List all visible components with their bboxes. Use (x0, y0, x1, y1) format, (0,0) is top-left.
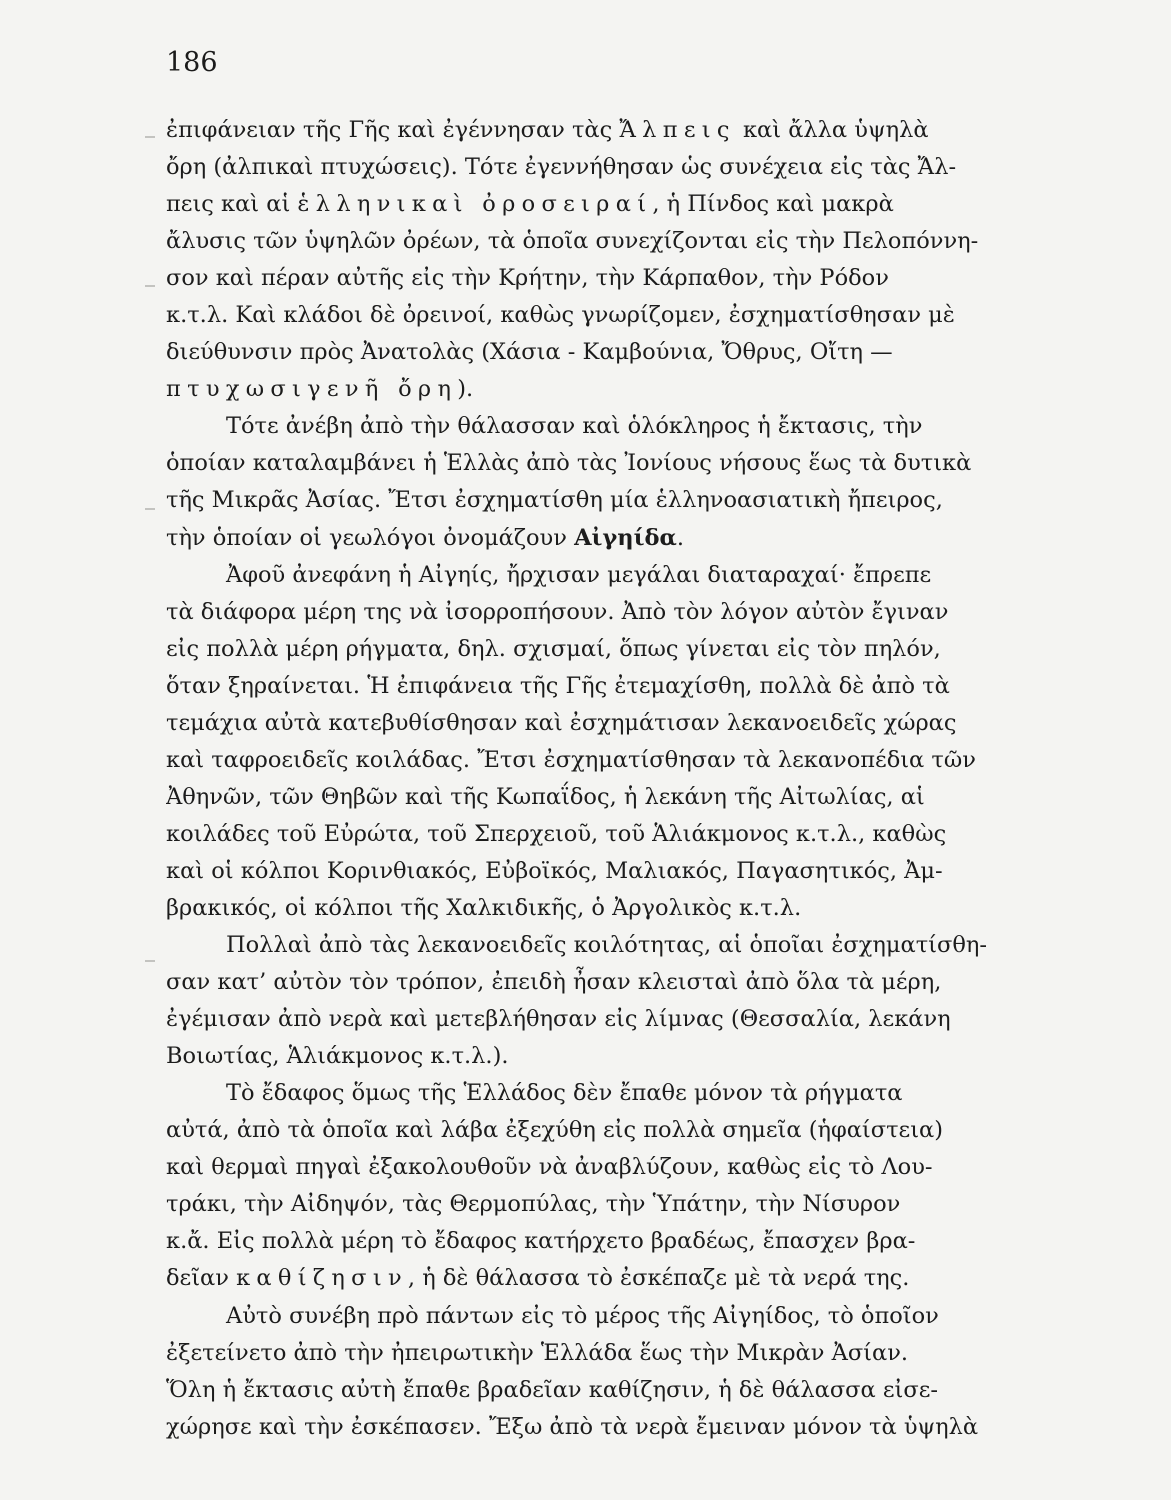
text-line: Ἀθηνῶν, τῶν Θηβῶν καὶ τῆς Κωπαΐδος, ἡ λεκάνη τῆς Αἰτωλίας, αἱ (166, 783, 925, 810)
text-line: δεῖαν καθίζησιν, ἡ δὲ θάλασσα τὸ ἐσκέπαζε μὲ τὰ νερά της. (166, 1265, 910, 1292)
emphasis-kathizisin: καθίζησιν (236, 1265, 408, 1292)
text-line: καὶ ταφροειδεῖς κοιλάδας. Ἔτσι ἐσχηματίσθησαν τὰ λεκανοπέδια τῶν (166, 746, 976, 773)
text-line: Αὐτὸ συνέβη πρὸ πάντων εἰς τὸ μέρος τῆς Αἰγηίδος, τὸ ὁποῖον (226, 1302, 939, 1329)
margin-mark (145, 285, 155, 287)
text-line: εἰς πολλὰ μέρη ρήγματα, δηλ. σχισμαί, ὅπως γίνεται εἰς τὸν πηλόν, (166, 635, 941, 662)
text-line: ἐξετείνετο ἀπὸ τὴν ἠπειρωτικὴν Ἑλλάδα ἕως τὴν Μικρὰν Ἀσίαν. (166, 1339, 909, 1366)
text-line: σαν κατ’ αὐτὸν τὸν τρόπον, ἐπειδὴ ἦσαν κλεισταὶ ἀπὸ ὅλα τὰ μέρη, (166, 969, 942, 996)
margin-mark (145, 136, 155, 138)
text-line: βρακικός, οἱ κόλποι τῆς Χαλκιδικῆς, ὁ Ἀργολικὸς κ.τ.λ. (166, 894, 802, 921)
text-line: αὐτά, ἀπὸ τὰ ὁποῖα καὶ λάβα ἐξεχύθη εἰς πολλὰ σημεῖα (ἡφαίστεια) (166, 1117, 943, 1144)
emphasis-aigiida: Αἰγηίδα (574, 524, 677, 551)
text-line: ἐπιφάνειαν τῆς Γῆς καὶ ἐγέννησαν τὰς Ἄλπεις καὶ ἄλλα ὑψηλὰ (166, 117, 929, 143)
text-line: τὴν ὁποίαν οἱ γεωλόγοι ὀνομάζουν Αἰγηίδα. (166, 524, 685, 551)
text-line: τὰ διάφορα μέρη της νὰ ἰσορροπήσουν. Ἀπὸ τὸν λόγον αὐτὸν ἔγιναν (166, 598, 949, 625)
text-line: κ.τ.λ. Καὶ κλάδοι δὲ ὀρεινοί, καθὼς γνωρίζομεν, ἐσχηματίσθησαν μὲ (166, 302, 955, 329)
text-line: κοιλάδες τοῦ Εὐρώτα, τοῦ Σπερχειοῦ, τοῦ Ἁλιάκμονος κ.τ.λ., καθὼς (166, 820, 947, 847)
emphasis-ellinikai-oroseirai: ἑλληνικαὶ ὀροσειραί (297, 191, 653, 218)
text-line: τῆς Μικρᾶς Ἀσίας. Ἔτσι ἐσχηματίσθη μία ἑλληνοασιατικὴ ἤπειρος, (166, 487, 943, 514)
text-line: ὅταν ξηραίνεται. Ἡ ἐπιφάνεια τῆς Γῆς ἐτεμαχίσθη, πολλὰ δὲ ἀπὸ τὰ (166, 672, 950, 699)
margin-mark (145, 508, 155, 510)
text-line: ἄλυσις τῶν ὑψηλῶν ὀρέων, τὰ ὁποῖα συνεχίζονται εἰς τὴν Πελοπόννη- (166, 228, 979, 255)
page-number: 186 (166, 47, 218, 78)
text-line: πτυχωσιγενῆ ὄρη). (166, 376, 474, 403)
text-line: διεύθυνσιν πρὸς Ἀνατολὰς (Χάσια - Καμβούνια, Ὄθρυς, Οἴτη — (166, 339, 893, 366)
text-line: καὶ οἱ κόλποι Κορινθιακός, Εὐβοϊκός, Μαλιακός, Παγασητικός, Ἀμ- (166, 857, 943, 884)
text-line: τράκι, τὴν Αἰδηψόν, τὰς Θερμοπύλας, τὴν Ὑπάτην, τὴν Νίσυρον (166, 1191, 901, 1218)
text-line: Πολλαὶ ἀπὸ τὰς λεκανοειδεῖς κοιλότητας, αἱ ὁποῖαι ἐσχηματίσθη- (226, 932, 987, 959)
text-line: σον καὶ πέραν αὐτῆς εἰς τὴν Κρήτην, τὴν Κάρπαθον, τὴν Ρόδον (166, 265, 889, 292)
text-line: καὶ θερμαὶ πηγαὶ ἐξακολουθοῦν νὰ ἀναβλύζουν, καθὼς εἰς τὸ Λου- (166, 1154, 933, 1181)
body-text (166, 112, 1011, 1446)
text-line: Βοιωτίας, Ἁλιάκμονος κ.τ.λ.). (166, 1043, 509, 1070)
text-line: ὄρη (ἀλπικαὶ πτυχώσεις). Τότε ἐγεννήθησαν ὡς συνέχεια εἰς τὰς Ἄλ- (166, 154, 957, 181)
text-line: ἐγέμισαν ἀπὸ νερὰ καὶ μετεβλήθησαν εἰς λίμνας (Θεσσαλία, λεκάνη (166, 1006, 951, 1033)
text-line: Τότε ἀνέβη ἀπὸ τὴν θάλασσαν καὶ ὁλόκληρος ἡ ἔκτασις, τὴν (226, 413, 923, 440)
text-line: Ἀφοῦ ἀνεφάνη ἡ Αἰγηίς, ἤρχισαν μεγάλαι διαταραχαί· ἔπρεπε (226, 561, 932, 588)
text-line: Ὅλη ἡ ἔκτασις αὐτὴ ἔπαθε βραδεῖαν καθίζησιν, ἡ δὲ θάλασσα εἰσε- (166, 1376, 938, 1403)
text-line: χώρησε καὶ τὴν ἐσκέπασεν. Ἔξω ἀπὸ τὰ νερὰ ἔμειναν μόνον τὰ ὑψηλὰ (166, 1413, 979, 1440)
text-line: κ.ἄ. Εἰς πολλὰ μέρη τὸ ἔδαφος κατήρχετο βραδέως, ἔπασχεν βρα- (166, 1228, 916, 1255)
margin-mark (145, 960, 155, 962)
text-line: ὁποίαν καταλαμβάνει ἡ Ἑλλὰς ἀπὸ τὰς Ἰονίους νήσους ἕως τὰ δυτικὰ (166, 450, 972, 477)
text-line: πεις καὶ αἱ ἑλληνικαὶ ὀροσειραί, ἡ Πίνδος καὶ μακρὰ (166, 191, 894, 218)
emphasis-ptychosigeni: πτυχωσιγενῆ ὄρη (166, 376, 458, 403)
text-line: τεμάχια αὐτὰ κατεβυθίσθησαν καὶ ἐσχημάτισαν λεκανοειδεῖς χώρας (166, 709, 957, 736)
text-line: Τὸ ἔδαφος ὅμως τῆς Ἑλλάδος δὲν ἔπαθε μόνον τὰ ρήγματα (226, 1080, 903, 1107)
emphasis-alpeis: Ἄλπεις (619, 117, 736, 143)
